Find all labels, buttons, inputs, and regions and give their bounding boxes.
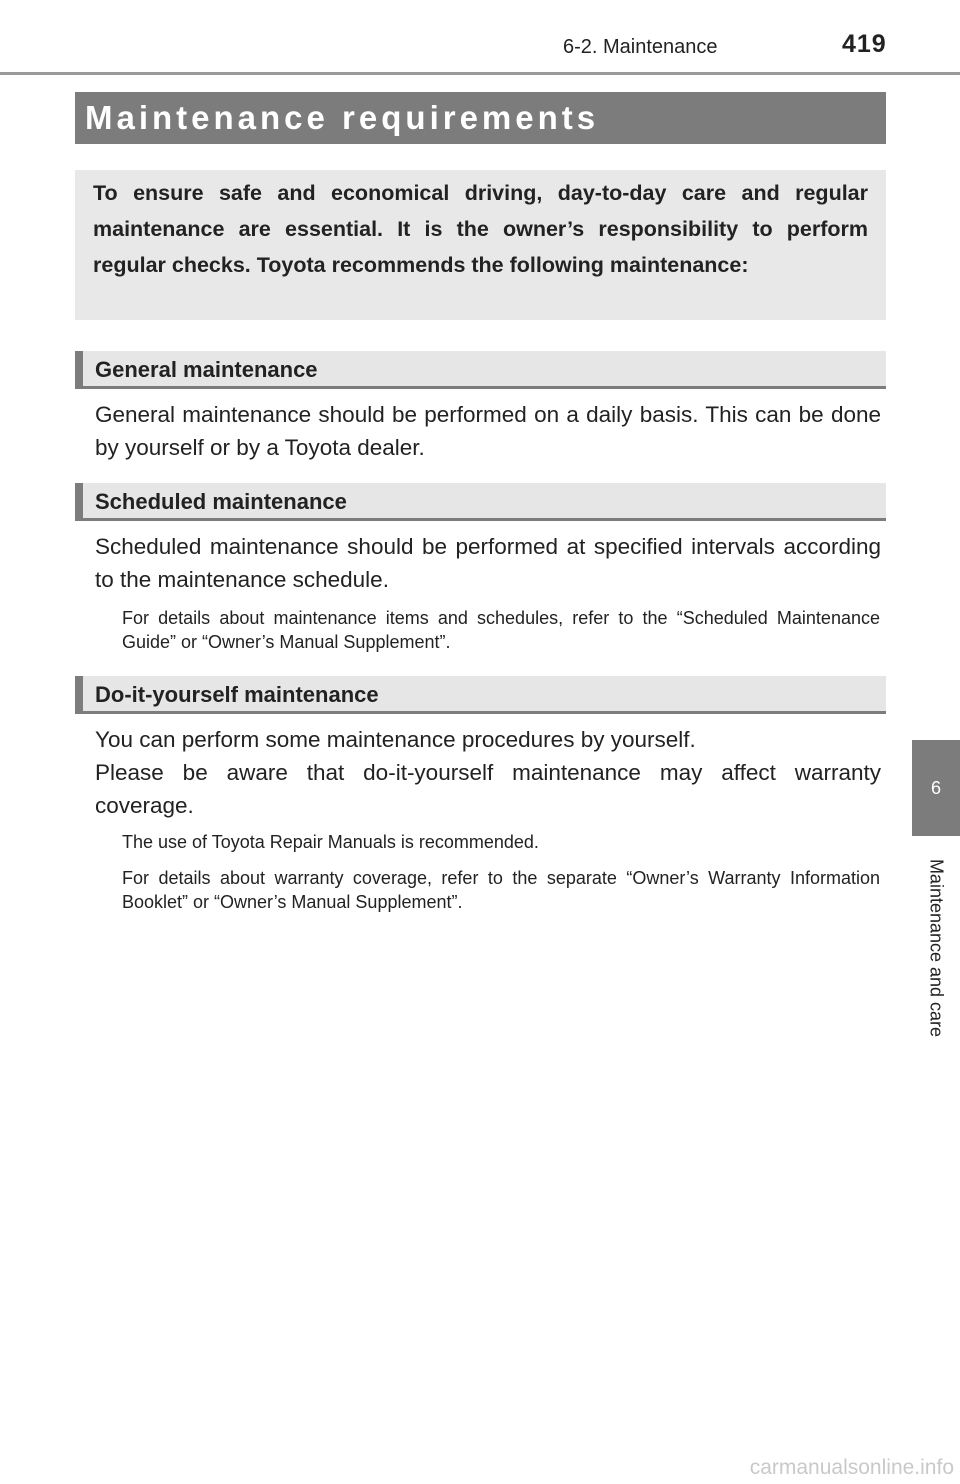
section-heading-general: General maintenance <box>75 351 886 389</box>
section-note-diy-2: For details about warranty coverage, refer to the separate “Owner’s Warranty Information Booklet” or “Owner’s Manual Supplement”. <box>122 868 880 912</box>
page-number: 419 <box>842 30 887 58</box>
watermark: carmanualsonline.info <box>749 1456 954 1479</box>
page-title: Maintenance requirements <box>75 92 886 144</box>
section-note-scheduled: For details about maintenance items and schedules, refer to the “Scheduled Maintenance Guide” or “Owner’s Manual Supplement”. <box>122 608 880 652</box>
section-note-diy-1: The use of Toyota Repair Manuals is recommended. <box>122 832 539 852</box>
section-body-general: General maintenance should be performed on a daily basis. This can be done by yourself or by a Toyota dealer. <box>95 402 881 460</box>
header-divider <box>0 72 960 75</box>
chapter-side-label-text: Maintenance and care <box>926 858 947 1038</box>
section-body-diy-line1: You can perform some maintenance procedures by yourself. <box>95 727 696 752</box>
chapter-tab: 6 <box>912 740 960 836</box>
header-section-title: 6-2. Maintenance <box>563 36 718 58</box>
intro-box <box>75 170 886 320</box>
section-heading-scheduled: Scheduled maintenance <box>75 483 886 521</box>
section-heading-diy: Do-it-yourself maintenance <box>75 676 886 714</box>
section-body-diy-line2: Please be aware that do-it-yourself maintenance may affect warranty coverage. <box>95 760 881 818</box>
section-body-scheduled: Scheduled maintenance should be performed at specified intervals according to the maintenance schedule. <box>95 534 881 592</box>
intro-text: To ensure safe and economical driving, day-to-day care and regular maintenance are essential. It is the owner’s responsibility to perform regular checks. Toyota recommends the following maintenance: <box>93 181 868 277</box>
